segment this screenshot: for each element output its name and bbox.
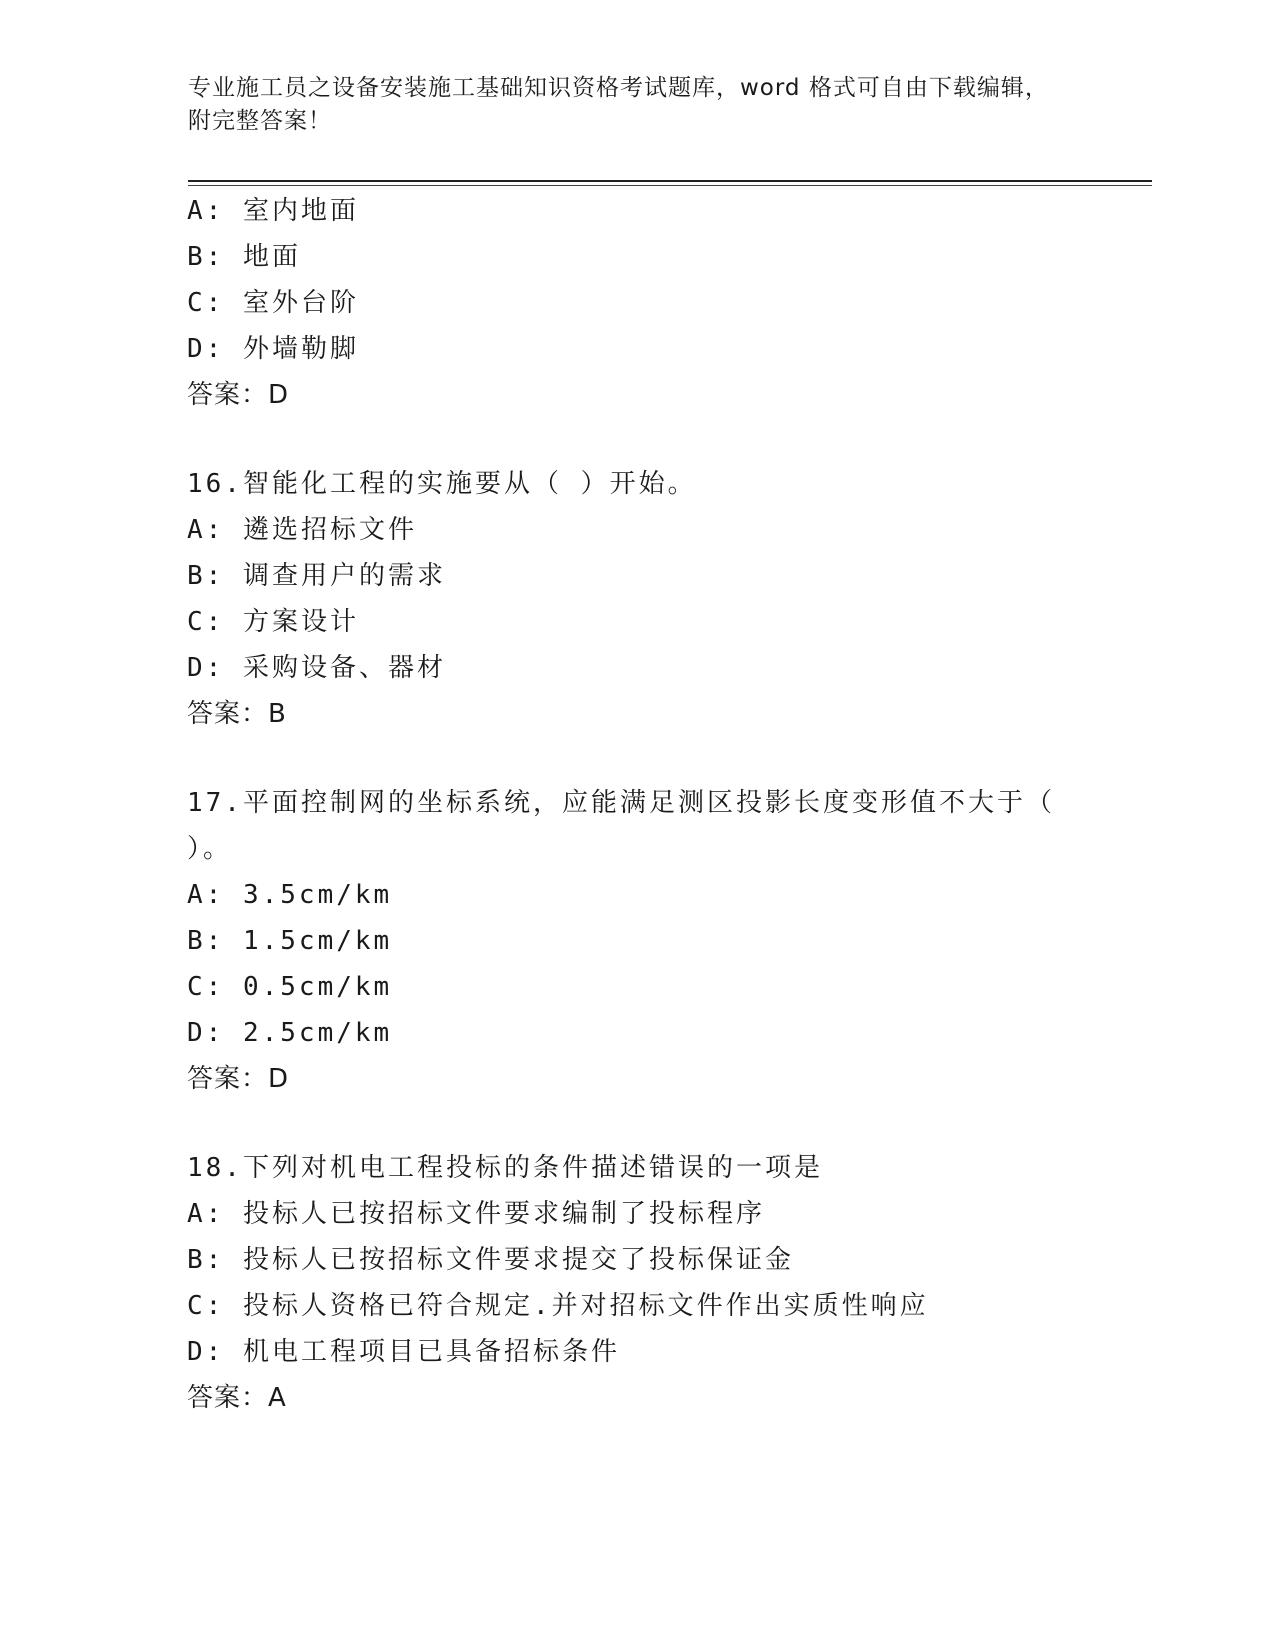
header-title-line2: 附完整答案！ — [188, 108, 332, 134]
option-a: A: 投标人已按招标文件要求编制了投标程序 — [187, 1199, 765, 1229]
question-18 — [187, 1145, 1147, 1421]
answer-line: 答案：A — [187, 1383, 287, 1413]
document-header — [188, 72, 1088, 138]
option-a: A: 室内地面 — [187, 196, 359, 226]
option-b: B: 调查用户的需求 — [187, 561, 446, 591]
option-b: B: 投标人已按招标文件要求提交了投标保证金 — [187, 1245, 794, 1275]
question-15 — [187, 188, 1147, 418]
spacer — [187, 1102, 1147, 1145]
option-b: B: 1.5cm/km — [187, 926, 393, 956]
spacer — [187, 418, 1147, 461]
answer-line: 答案：D — [187, 1064, 290, 1094]
question-stem: 18.下列对机电工程投标的条件描述错误的一项是 — [187, 1153, 823, 1183]
header-title-line1: 专业施工员之设备安装施工基础知识资格考试题库，word 格式可自由下载编辑， — [188, 75, 1049, 101]
option-b: B: 地面 — [187, 242, 301, 272]
question-17 — [187, 780, 1147, 1102]
option-d: D: 2.5cm/km — [187, 1018, 393, 1048]
option-a: A: 3.5cm/km — [187, 880, 393, 910]
option-d: D: 机电工程项目已具备招标条件 — [187, 1337, 620, 1367]
question-stem: 17.平面控制网的坐标系统，应能满足测区投影长度变形值不大于（ — [187, 788, 1055, 818]
option-c: C: 投标人资格已符合规定.并对招标文件作出实质性响应 — [187, 1291, 929, 1321]
header-divider-thin — [188, 185, 1152, 186]
answer-line: 答案：D — [187, 380, 290, 410]
question-list — [187, 188, 1147, 1421]
question-stem: 16.智能化工程的实施要从（ ）开始。 — [187, 469, 697, 499]
option-c: C: 0.5cm/km — [187, 972, 393, 1002]
option-a: A: 遴选招标文件 — [187, 515, 417, 545]
header-divider-thick — [188, 180, 1152, 182]
spacer — [187, 737, 1147, 780]
question-stem-continued: ）。 — [187, 834, 233, 864]
option-c: C: 方案设计 — [187, 607, 359, 637]
option-d: D: 采购设备、器材 — [187, 653, 446, 683]
answer-line: 答案：B — [187, 699, 287, 729]
option-c: C: 室外台阶 — [187, 288, 359, 318]
question-16 — [187, 461, 1147, 737]
option-d: D: 外墙勒脚 — [187, 334, 359, 364]
